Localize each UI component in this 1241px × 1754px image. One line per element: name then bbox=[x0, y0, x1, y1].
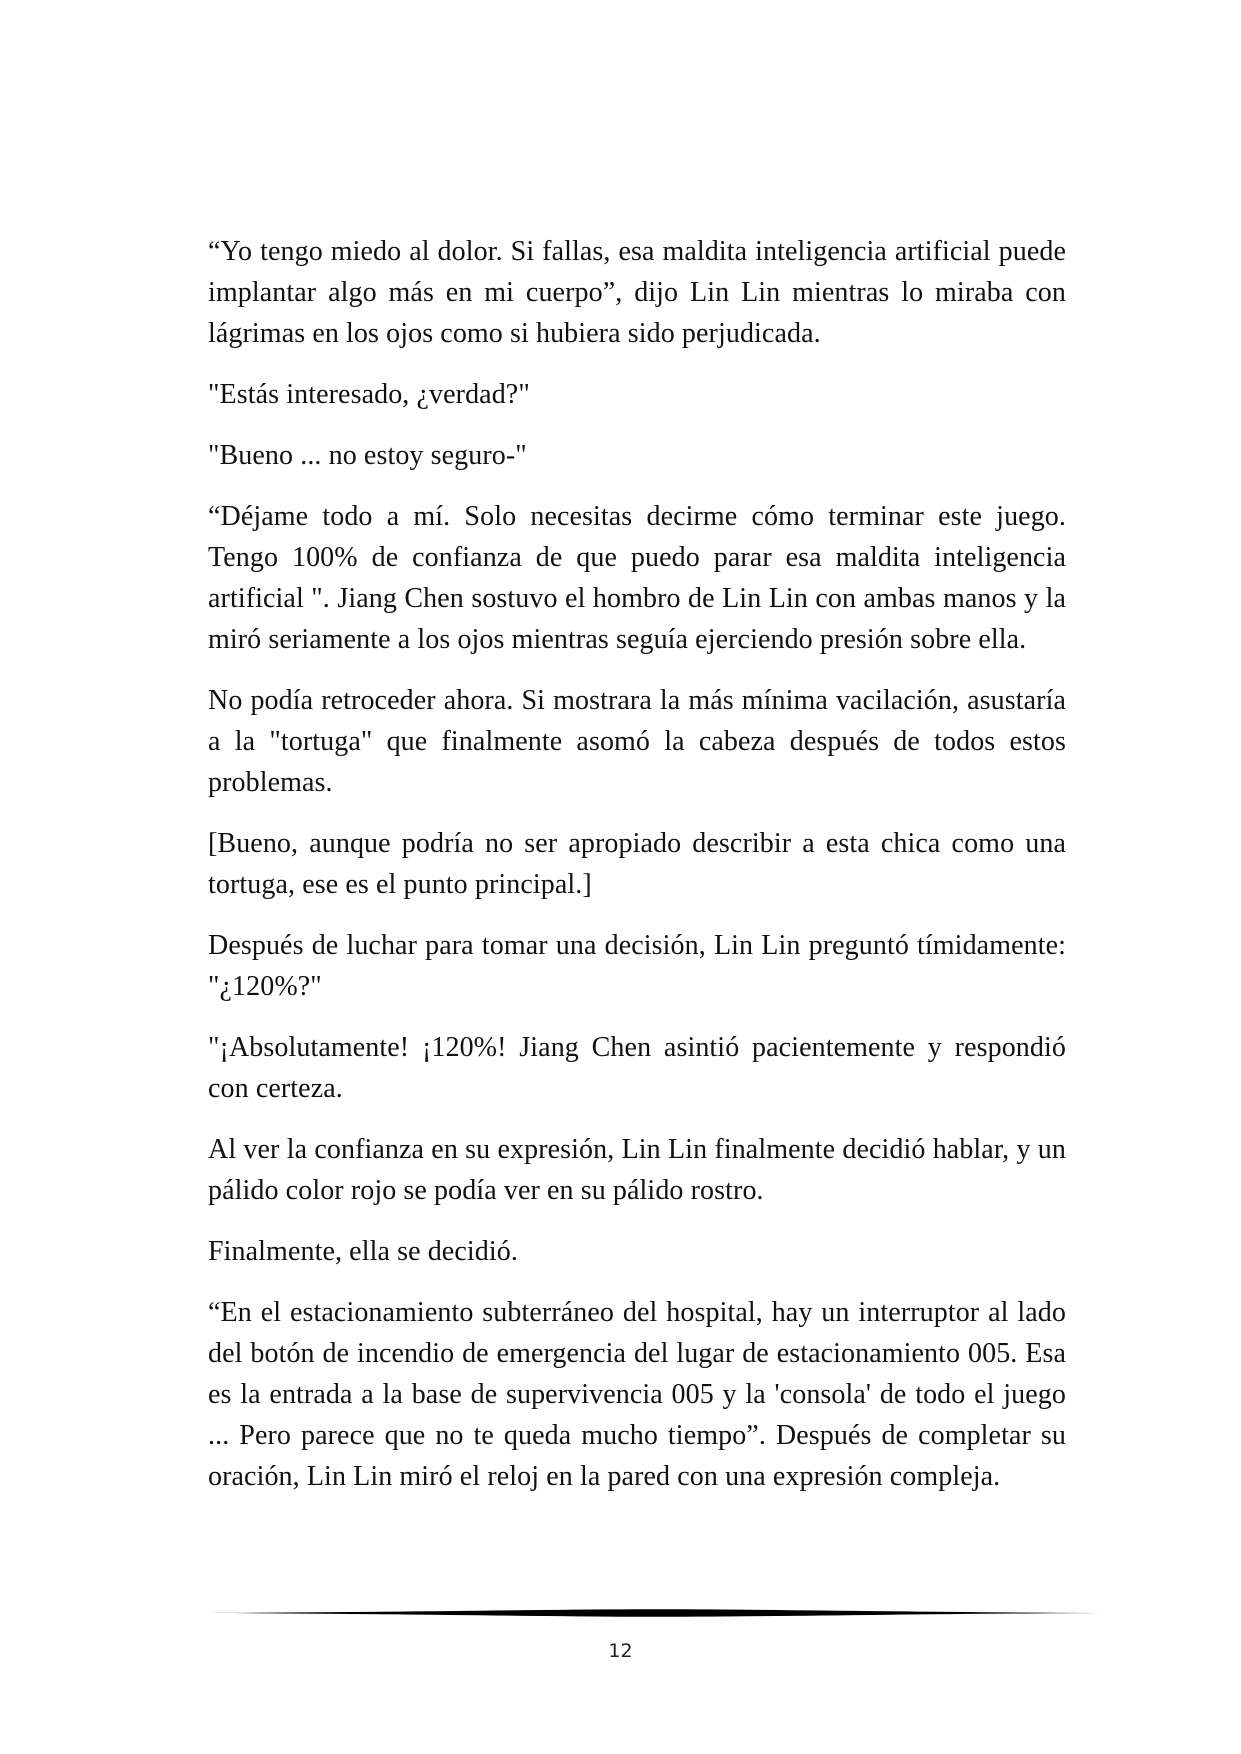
paragraph: "Bueno ... no estoy seguro-" bbox=[208, 440, 527, 471]
paragraph: “Déjame todo a mí. Solo necesitas decirme cómo terminar este juego. Tengo 100% de confianza de que puedo parar esa maldita inteligencia artificial ". Jiang Chen sostuvo el hombro de Lin Lin con ambas manos y la miró seriamente a los ojos mientras seguía ejerciendo presión sobre ella. bbox=[208, 501, 1066, 655]
page-body bbox=[208, 231, 1066, 1517]
paragraph: "¡Absolutamente! ¡120%! Jiang Chen asintió pacientemente y respondió con certeza. bbox=[208, 1032, 1066, 1104]
paragraph: "Estás interesado, ¿verdad?" bbox=[208, 379, 530, 410]
paragraph: No podía retroceder ahora. Si mostrara la más mínima vacilación, asustaría a la "tortuga" que finalmente asomó la cabeza después de todos estos problemas. bbox=[208, 685, 1066, 798]
footer-rule bbox=[208, 1608, 1112, 1618]
paragraph: Al ver la confianza en su expresión, Lin Lin finalmente decidió hablar, y un pálido color rojo se podía ver en su pálido rostro. bbox=[208, 1134, 1066, 1206]
paragraph: Después de luchar para tomar una decisión, Lin Lin preguntó tímidamente: "¿120%?" bbox=[208, 930, 1066, 1002]
paragraph: Finalmente, ella se decidió. bbox=[208, 1236, 518, 1267]
paragraph: “En el estacionamiento subterráneo del hospital, hay un interruptor al lado del botón de incendio de emergencia del lugar de estacionamiento 005. Esa es la entrada a la base de supervivencia 005 y la 'consola' de todo el juego ... Pero parece que no te queda mucho tiempo”. Después de completar su oración, Lin Lin miró el reloj en la pared con una expresión compleja. bbox=[208, 1297, 1066, 1492]
paragraph: [Bueno, aunque podría no ser apropiado describir a esta chica como una tortuga, ese es el punto principal.] bbox=[208, 828, 1066, 900]
page-number: 12 bbox=[608, 1640, 633, 1662]
paragraph: “Yo tengo miedo al dolor. Si fallas, esa maldita inteligencia artificial puede implantar algo más en mi cuerpo”, dijo Lin Lin mientras lo miraba con lágrimas en los ojos como si hubiera sido perjudicada. bbox=[208, 236, 1066, 349]
